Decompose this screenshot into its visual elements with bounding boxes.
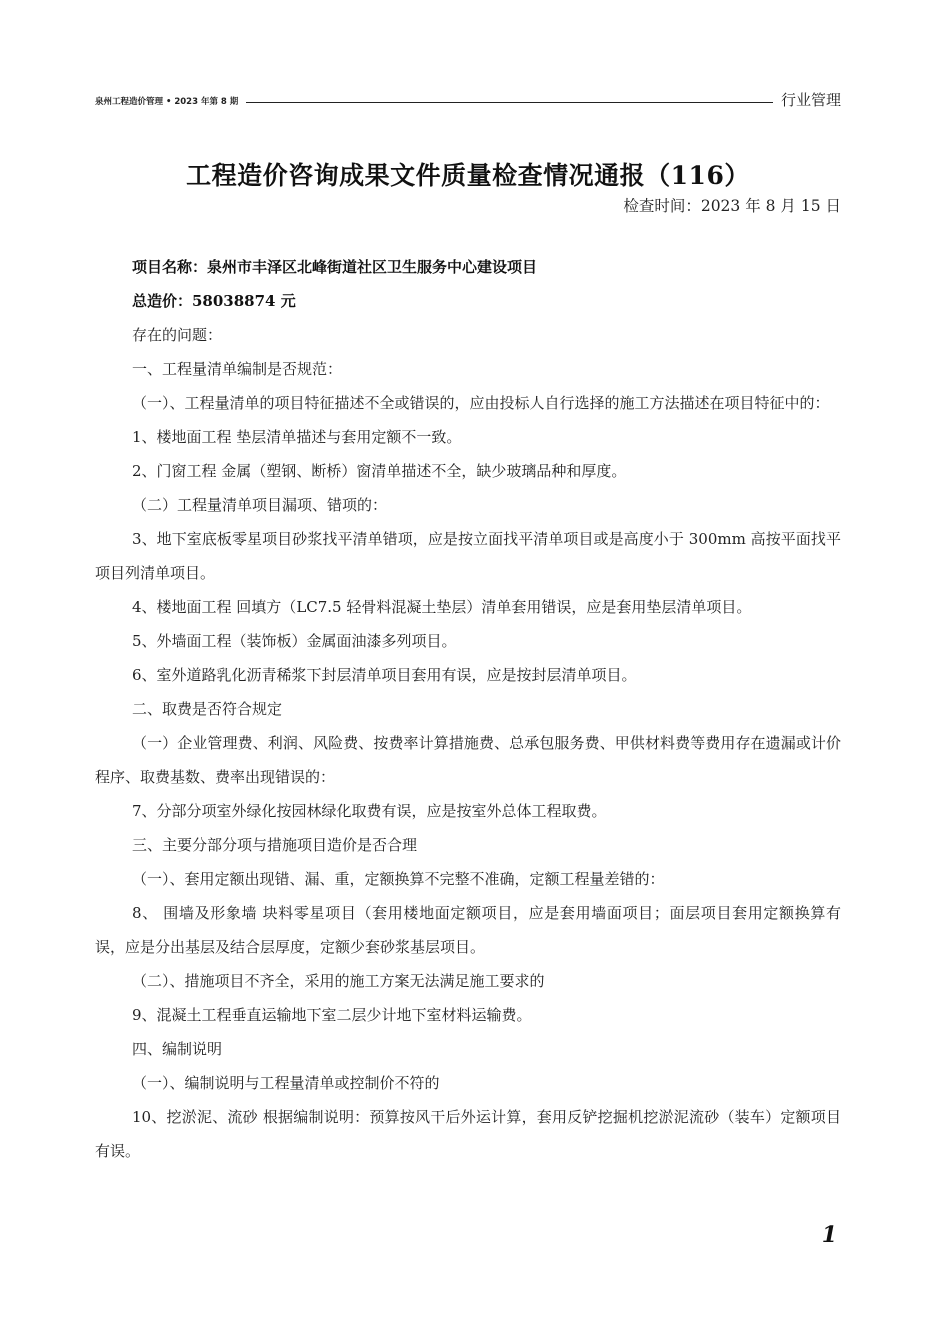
- section-name: 行业管理: [780, 91, 841, 109]
- page-number: 1: [821, 1222, 837, 1248]
- body-paragraph: 2、门窗工程 金属（塑钢、断桥）窗清单描述不全，缺少玻璃品种和厚度。: [132, 462, 627, 480]
- body-paragraph: 1、楼地面工程 垫层清单描述与套用定额不一致。: [132, 428, 462, 446]
- body-paragraph: 8、 围墙及形象墙 块料零星项目（套用楼地面定额项目，应是套用墙面项目；面层项目套用定额换算有误，应是分出基层及结合层厚度，定额少套砂浆基层项目。: [95, 904, 841, 956]
- page-header: [95, 90, 841, 110]
- header-rule: [246, 102, 773, 103]
- body-paragraph: 5、外墙面工程（装饰板）金属面油漆多列项目。: [132, 632, 457, 650]
- body-paragraph: 三、主要分部分项与措施项目造价是否合理: [132, 836, 418, 854]
- body-paragraph: 3、地下室底板零星项目砂浆找平清单错项，应是按立面找平清单项目或是高度小于 300mm 高按平面找平项目列清单项目。: [95, 530, 841, 582]
- body-paragraph: 10、挖淤泥、流砂 根据编制说明：预算按风干后外运计算，套用反铲挖掘机挖淤泥流砂（装车）定额项目有误。: [95, 1108, 841, 1160]
- body-paragraph: （一）、套用定额出现错、漏、重，定额换算不完整不准确，定额工程量差错的：: [132, 870, 665, 888]
- body-paragraph: （一）企业管理费、利润、风险费、按费率计算措施费、总承包服务费、甲供材料费等费用存在遗漏或计价程序、取费基数、费率出现错误的：: [95, 734, 841, 786]
- body-paragraph: 6、室外道路乳化沥青稀浆下封层清单项目套用有误，应是按封层清单项目。: [132, 666, 637, 684]
- body-paragraph: 存在的问题：: [132, 326, 223, 344]
- project-name: 项目名称：泉州市丰泽区北峰街道社区卫生服务中心建设项目: [132, 258, 538, 276]
- total-cost: 总造价：58038874 元: [132, 292, 296, 310]
- body-paragraph: （一）、工程量清单的项目特征描述不全或错误的，应由投标人自行选择的施工方法描述在项目特征中的：: [132, 394, 830, 412]
- body-paragraph: 二、取费是否符合规定: [132, 700, 283, 718]
- body-paragraph: 9、混凝土工程垂直运输地下室二层少计地下室材料运输费。: [132, 1006, 532, 1024]
- journal-issue: 泉州工程造价管理 • 2023 年第 8 期: [95, 97, 239, 107]
- body-paragraph: 7、分部分项室外绿化按园林绿化取费有误，应是按室外总体工程取费。: [132, 802, 607, 820]
- body-paragraph: 四、编制说明: [132, 1040, 223, 1058]
- check-date: 检查时间：2023 年 8 月 15 日: [623, 197, 841, 215]
- document-body: [95, 250, 841, 1168]
- body-paragraph: （二）、措施项目不齐全，采用的施工方案无法满足施工要求的: [132, 972, 545, 990]
- body-paragraph: （二）工程量清单项目漏项、错项的：: [132, 496, 388, 514]
- body-paragraph: 4、楼地面工程 回填方（LC7.5 轻骨料混凝土垫层）清单套用错误，应是套用垫层清单项目。: [132, 598, 752, 616]
- document-title: 工程造价咨询成果文件质量检查情况通报（116）: [186, 161, 750, 190]
- body-paragraph: 一、工程量清单编制是否规范：: [132, 360, 343, 378]
- body-paragraph: （一）、编制说明与工程量清单或控制价不符的: [132, 1074, 440, 1092]
